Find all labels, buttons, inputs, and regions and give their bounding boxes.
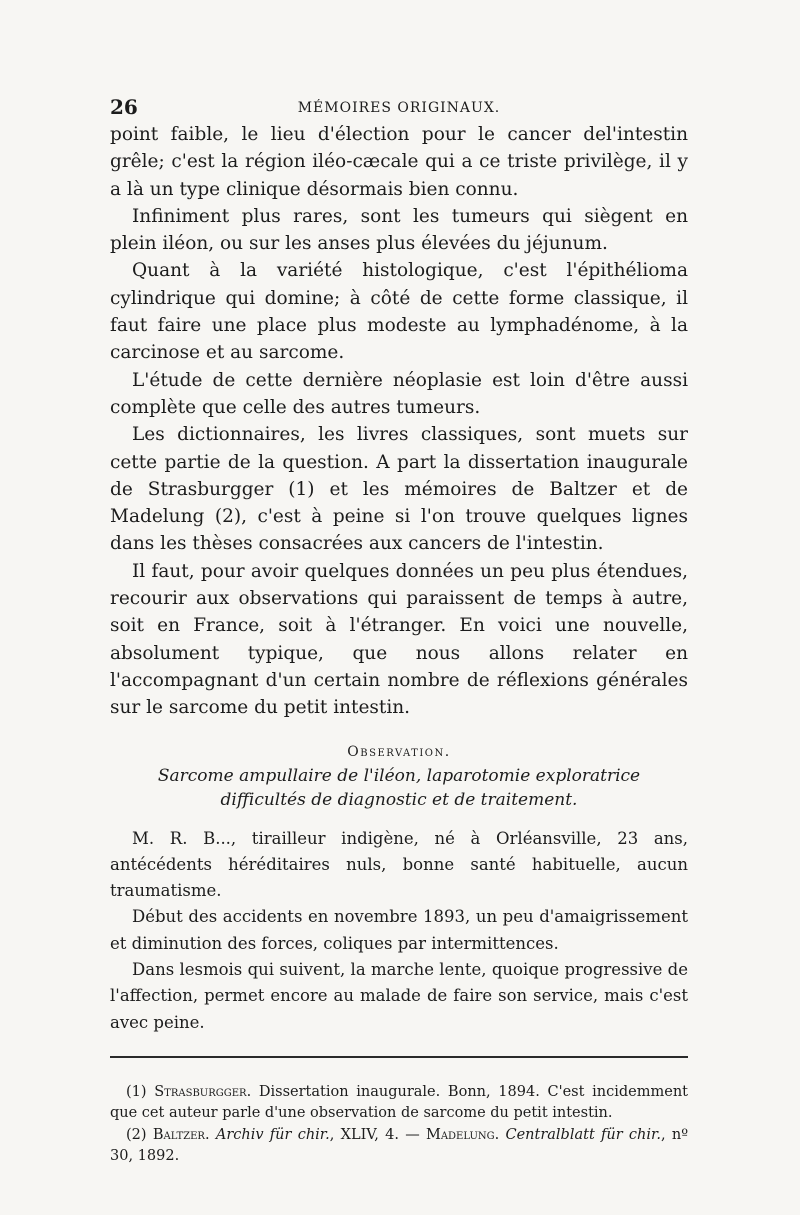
observation-title: Observation. [347,743,451,760]
paragraph: L'étude de cette dernière néoplasie est loin d'être aussi complète que celle des autres tumeurs. [110,369,688,418]
footnote-author: Baltzer. [152,1126,210,1143]
observation-paragraph: Début des accidents en novembre 1893, un peu d'amaigrissement et diminution des forces, coliques par intermittences. [110,907,688,953]
body-text [110,121,688,722]
paragraph: Quant à la variété histologique, c'est l'épithélioma cylindrique qui domine; à côté de cette forme classique, il faut faire une place plus modeste au lymphadénome, à la carcinose et au sarcome. [110,260,688,364]
paragraph: Les dictionnaires, les livres classiques, sont muets sur cette partie de la question. A part la dissertation inaugurale de Strasburgger (1) et les mémoires de Baltzer et de Madelung (2), c'est à peine si l'on trouve quelques lignes dans les thèses consacrées aux cancers de l'intestin. [110,424,688,555]
page-number: 26 [110,95,138,119]
footnote-journal: Centralblatt für chir. [505,1126,661,1143]
footnote-divider [110,1056,688,1058]
footnote-author: Madelung. [425,1126,500,1143]
observation-paragraph: M. R. B..., tirailleur indigène, né à Orléansville, 23 ans, antécédents héréditaires nuls, bonne santé habituelle, aucun traumatisme. [110,828,688,901]
footnote-author: Strasburgger. [154,1083,252,1100]
observation-subtitle-line: Sarcome ampullaire de l'iléon, laparotomie exploratrice [157,765,641,786]
paragraph: point faible, le lieu d'élection pour le cancer del'intestin grêle; c'est la région iléo-cæcale qui a ce triste privilège, il y a là un type clinique désormais bien connu. [110,124,688,200]
footnote-number: (1) [126,1083,147,1100]
paragraph: Infiniment plus rares, sont les tumeurs qui siègent en plein iléon, ou sur les anses plus élevées du jéjunum. [110,205,688,255]
footnote-2 [110,1125,688,1168]
footnote-journal: Archiv für chir. [215,1126,330,1143]
page [110,95,688,1168]
running-head: MÉMOIRES ORIGINAUX. [297,100,501,116]
footnote-text: Dissertation inaugurale. Bonn, 1894. C'est incidemment que cet auteur parle d'une observation de sarcome du petit intestin. [110,1083,688,1122]
footnotes [110,1082,688,1168]
page-header [110,95,688,121]
footnote-reference: , XLIV, 4. — [329,1126,426,1143]
paragraph: Il faut, pour avoir quelques données un peu plus étendues, recourir aux observations qui paraissent de temps à autre, soit en France, soit à l'étranger. En voici une nouvelle, absolument typique, que nous allons relater en l'accompagnant d'un certain nombre de réflexions générales sur le sarcome du petit intestin. [110,560,688,719]
footnote-number: (2) [126,1126,147,1143]
observation-subtitle-line: difficultés de diagnostic et de traitement. [220,789,578,810]
observation-subtitle [110,764,688,812]
footnote-reference: , nº 30, 1892. [110,1126,689,1165]
observation-text [110,826,688,1036]
footnote-1 [110,1082,688,1125]
observation-paragraph: Dans lesmois qui suivent, la marche lente, quoique progressive de l'affection, permet encore au malade de faire son service, mais c'est avec peine. [110,960,688,1032]
